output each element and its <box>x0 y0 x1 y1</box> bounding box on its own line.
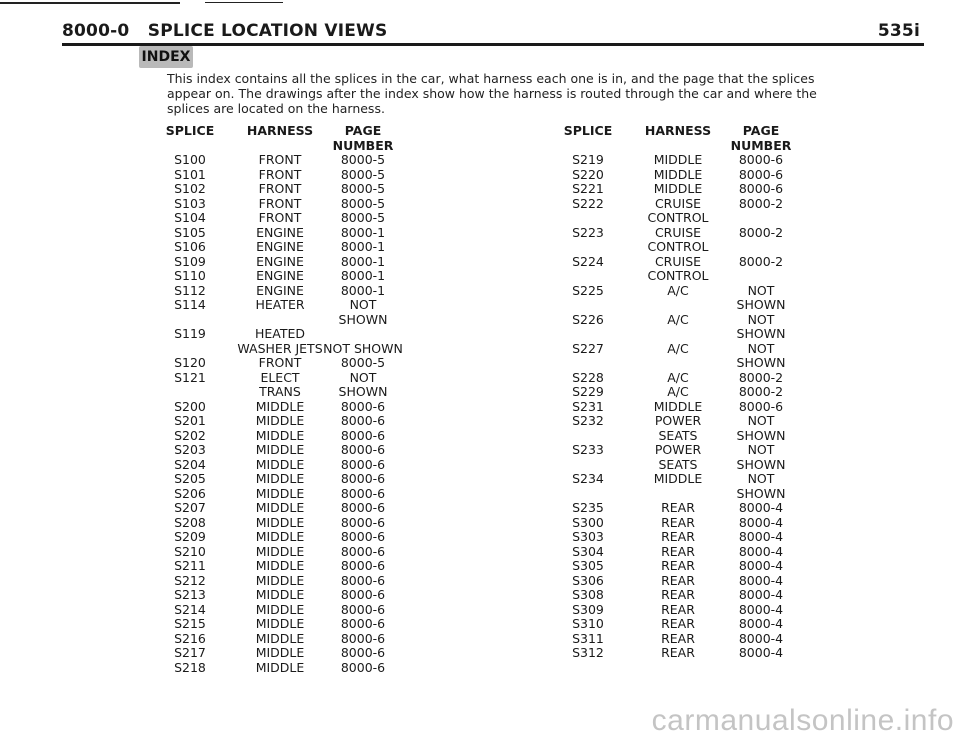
page-number: SHOWN <box>736 427 786 443</box>
splice-id: S100 <box>174 152 206 167</box>
top-scan-line <box>205 2 283 3</box>
page-number: NOT <box>747 311 775 327</box>
splice-id: S235 <box>572 500 604 515</box>
page-number: 8000-6 <box>340 601 386 617</box>
splice-id: S102 <box>174 181 206 196</box>
page-number: 8000-6 <box>340 471 386 486</box>
harness-name: A/C <box>667 369 689 385</box>
page-number: NOT <box>747 413 775 428</box>
page-number: 8000-6 <box>340 485 386 501</box>
page-number: 8000-5 <box>340 166 386 182</box>
harness-name: CRUISE <box>654 195 702 211</box>
section-title: 8000-0 SPLICE LOCATION VIEWS <box>62 21 388 41</box>
splice-id: S227 <box>572 340 604 356</box>
splice-id: S121 <box>174 369 206 385</box>
splice-id: S229 <box>572 384 604 399</box>
splice-id: S224 <box>572 253 604 269</box>
index-tag: INDEX <box>139 46 193 68</box>
splice-id: S209 <box>174 529 206 544</box>
splice-id: S120 <box>174 355 206 370</box>
splice-id: S208 <box>174 514 206 530</box>
page-number: SHOWN <box>338 311 388 327</box>
splice-id: S300 <box>572 514 604 530</box>
splice-id: S217 <box>174 645 206 660</box>
page-number: 8000-2 <box>738 253 784 269</box>
harness-name: ENGINE <box>256 282 304 298</box>
page-number: 8000-4 <box>738 514 784 530</box>
harness-name: CRUISE <box>654 224 702 240</box>
harness-name: CONTROL <box>647 239 709 254</box>
model-label: 535i <box>877 21 920 41</box>
splice-id: S206 <box>174 485 206 501</box>
harness-name: MIDDLE <box>255 471 305 486</box>
page-number: 8000-6 <box>738 166 784 182</box>
column-header-page: PAGE <box>344 123 382 138</box>
harness-name: SEATS <box>658 427 698 443</box>
splice-id: S203 <box>174 442 206 457</box>
splice-id: S225 <box>572 282 604 298</box>
harness-name: HEATED <box>254 326 306 341</box>
harness-name: SEATS <box>658 456 698 472</box>
splice-id: S119 <box>174 326 206 341</box>
harness-name: REAR <box>661 630 695 646</box>
harness-name: REAR <box>661 587 695 602</box>
splice-id: S228 <box>572 369 604 385</box>
harness-name: MIDDLE <box>653 166 703 182</box>
splice-id: S204 <box>174 456 206 472</box>
harness-name: MIDDLE <box>255 587 305 602</box>
harness-name: FRONT <box>258 355 302 370</box>
top-scan-line <box>0 2 180 4</box>
splice-id: S306 <box>572 572 604 588</box>
page-number: 8000-6 <box>340 645 386 660</box>
page-number: 8000-6 <box>738 181 784 196</box>
splice-id: S216 <box>174 630 206 646</box>
page-number: NOT <box>747 471 775 486</box>
harness-name: MIDDLE <box>255 398 305 414</box>
page-number: NOT <box>349 297 377 312</box>
page-number: 8000-4 <box>738 500 784 515</box>
splice-id: S202 <box>174 427 206 443</box>
harness-name: REAR <box>661 529 695 544</box>
splice-id: S220 <box>572 166 604 182</box>
splice-id: S101 <box>174 166 206 182</box>
page-number: NOT SHOWN <box>323 340 403 356</box>
page-number: 8000-5 <box>340 355 386 370</box>
harness-name: MIDDLE <box>255 645 305 660</box>
harness-name: A/C <box>667 340 689 356</box>
harness-name: MIDDLE <box>653 152 703 167</box>
harness-name: MIDDLE <box>255 456 305 472</box>
page-number: 8000-4 <box>738 645 784 660</box>
harness-name: CONTROL <box>647 210 709 225</box>
splice-id: S233 <box>572 442 604 457</box>
page-number: SHOWN <box>736 297 786 312</box>
splice-id: S311 <box>572 630 604 646</box>
page-number: 8000-4 <box>738 601 784 617</box>
page-number: 8000-6 <box>340 543 386 559</box>
splice-id: S213 <box>174 587 206 602</box>
harness-name: REAR <box>661 558 695 573</box>
page-number: NOT <box>747 340 775 356</box>
splice-id: S232 <box>572 413 604 428</box>
page-number: 8000-6 <box>340 442 386 457</box>
splice-id: S205 <box>174 471 206 486</box>
page-number: 8000-6 <box>340 616 386 631</box>
page-number: 8000-1 <box>340 239 386 254</box>
splice-id: S215 <box>174 616 206 631</box>
page-number: NOT <box>349 369 377 385</box>
column-header-splice: SPLICE <box>165 123 215 138</box>
page-number: 8000-6 <box>340 630 386 646</box>
page-number: 8000-4 <box>738 529 784 544</box>
harness-name: FRONT <box>258 152 302 167</box>
page-number: 8000-4 <box>738 572 784 588</box>
column-header-harness: HARNESS <box>644 123 712 138</box>
harness-name: ENGINE <box>256 253 304 269</box>
column-header-page: PAGE <box>742 123 780 138</box>
splice-id: S222 <box>572 195 604 211</box>
page-number: 8000-6 <box>340 529 386 544</box>
harness-name: MIDDLE <box>255 529 305 544</box>
page-number: SHOWN <box>736 355 786 370</box>
page-number: 8000-1 <box>340 224 386 240</box>
harness-name: HEATER <box>255 297 305 312</box>
splice-id: S219 <box>572 152 604 167</box>
harness-name: MIDDLE <box>255 427 305 443</box>
page-number: NOT <box>747 282 775 298</box>
harness-name: FRONT <box>258 195 302 211</box>
page-number: 8000-6 <box>340 456 386 472</box>
splice-id: S303 <box>572 529 604 544</box>
harness-name: ENGINE <box>256 268 304 283</box>
harness-name: MIDDLE <box>255 543 305 559</box>
page-number: SHOWN <box>736 485 786 501</box>
page-number: 8000-6 <box>738 398 784 414</box>
splice-id: S207 <box>174 500 206 515</box>
page-header <box>62 21 922 43</box>
page-number: 8000-6 <box>340 500 386 515</box>
page-number: 8000-6 <box>340 659 386 675</box>
splice-id: S201 <box>174 413 206 428</box>
page-number: 8000-4 <box>738 558 784 573</box>
column-header-page: NUMBER <box>730 137 792 153</box>
page-number: SHOWN <box>736 456 786 472</box>
splice-id: S223 <box>572 224 604 240</box>
splice-id: S110 <box>174 268 206 283</box>
splice-id: S212 <box>174 572 206 588</box>
page-number: 8000-1 <box>340 282 386 298</box>
page-number: 8000-2 <box>738 369 784 385</box>
splice-id: S214 <box>174 601 206 617</box>
splice-id: S305 <box>572 558 604 573</box>
splice-id: S234 <box>572 471 604 486</box>
page-number: 8000-6 <box>340 398 386 414</box>
page-number: 8000-6 <box>738 152 784 167</box>
column-header-harness: HARNESS <box>246 123 314 138</box>
splice-id: S218 <box>174 659 206 675</box>
splice-id: S103 <box>174 195 206 211</box>
page-number: 8000-4 <box>738 587 784 602</box>
page-number: 8000-6 <box>340 587 386 602</box>
page-number: 8000-2 <box>738 224 784 240</box>
splice-id: S112 <box>174 282 206 298</box>
harness-name: MIDDLE <box>255 659 305 675</box>
column-header-page: NUMBER <box>332 137 394 153</box>
harness-name: REAR <box>661 543 695 559</box>
harness-name: A/C <box>667 282 689 298</box>
page-number: SHOWN <box>736 326 786 341</box>
harness-name: A/C <box>667 384 689 399</box>
harness-name: MIDDLE <box>255 514 305 530</box>
harness-name: MIDDLE <box>255 442 305 457</box>
harness-name: CRUISE <box>654 253 702 269</box>
splice-id: S231 <box>572 398 604 414</box>
splice-id: S226 <box>572 311 604 327</box>
splice-id: S210 <box>174 543 206 559</box>
page-number: 8000-1 <box>340 253 386 269</box>
page-number: 8000-6 <box>340 558 386 573</box>
page-number: 8000-5 <box>340 210 386 225</box>
splice-id: S304 <box>572 543 604 559</box>
harness-name: ELECT <box>260 369 300 385</box>
page-number: 8000-1 <box>340 268 386 283</box>
harness-name: REAR <box>661 514 695 530</box>
splice-id: S310 <box>572 616 604 631</box>
page-number: 8000-2 <box>738 384 784 399</box>
harness-name: MIDDLE <box>255 630 305 646</box>
page-number: 8000-4 <box>738 616 784 631</box>
harness-name: WASHER JETS <box>237 340 323 356</box>
harness-name: TRANS <box>259 384 301 399</box>
harness-name: A/C <box>667 311 689 327</box>
splice-id: S105 <box>174 224 206 240</box>
harness-name: REAR <box>661 616 695 631</box>
splice-id: S308 <box>572 587 604 602</box>
page-number: 8000-5 <box>340 152 386 167</box>
harness-name: FRONT <box>258 210 302 225</box>
harness-name: MIDDLE <box>255 616 305 631</box>
splice-id: S200 <box>174 398 206 414</box>
harness-name: POWER <box>654 413 702 428</box>
harness-name: MIDDLE <box>255 558 305 573</box>
harness-name: ENGINE <box>256 224 304 240</box>
harness-name: FRONT <box>258 181 302 196</box>
watermark: carmanualsonline.info <box>651 704 954 737</box>
splice-id: S114 <box>174 297 206 312</box>
harness-name: MIDDLE <box>255 485 305 501</box>
harness-name: REAR <box>661 645 695 660</box>
harness-name: MIDDLE <box>653 471 703 486</box>
harness-name: MIDDLE <box>255 601 305 617</box>
column-header-splice: SPLICE <box>563 123 613 138</box>
splice-id: S312 <box>572 645 604 660</box>
harness-name: FRONT <box>258 166 302 182</box>
harness-name: POWER <box>654 442 702 457</box>
harness-name: MIDDLE <box>255 500 305 515</box>
splice-id: S109 <box>174 253 206 269</box>
page-number: 8000-5 <box>340 195 386 211</box>
page-number: 8000-6 <box>340 514 386 530</box>
harness-name: ENGINE <box>256 239 304 254</box>
page-number: 8000-4 <box>738 543 784 559</box>
splice-id: S211 <box>174 558 206 573</box>
page-number: 8000-6 <box>340 413 386 428</box>
harness-name: MIDDLE <box>255 572 305 588</box>
harness-name: CONTROL <box>647 268 709 283</box>
harness-name: MIDDLE <box>255 413 305 428</box>
page-number: 8000-6 <box>340 427 386 443</box>
intro-paragraph: This index contains all the splices in the car, what harness each one is in, and the page that the splices appear on. The drawings after the index show how the harness is routed through the car and where the splices are located on the harness. <box>167 71 817 116</box>
page-number: 8000-5 <box>340 181 386 196</box>
splice-id: S221 <box>572 181 604 196</box>
page-number: 8000-6 <box>340 572 386 588</box>
harness-name: REAR <box>661 500 695 515</box>
harness-name: REAR <box>661 572 695 588</box>
harness-name: MIDDLE <box>653 398 703 414</box>
page-number: 8000-4 <box>738 630 784 646</box>
page-number: SHOWN <box>338 384 388 399</box>
page-number: 8000-2 <box>738 195 784 211</box>
splice-id: S309 <box>572 601 604 617</box>
harness-name: REAR <box>661 601 695 617</box>
page-number: NOT <box>747 442 775 457</box>
harness-name: MIDDLE <box>653 181 703 196</box>
splice-id: S104 <box>174 210 206 225</box>
splice-id: S106 <box>174 239 206 254</box>
